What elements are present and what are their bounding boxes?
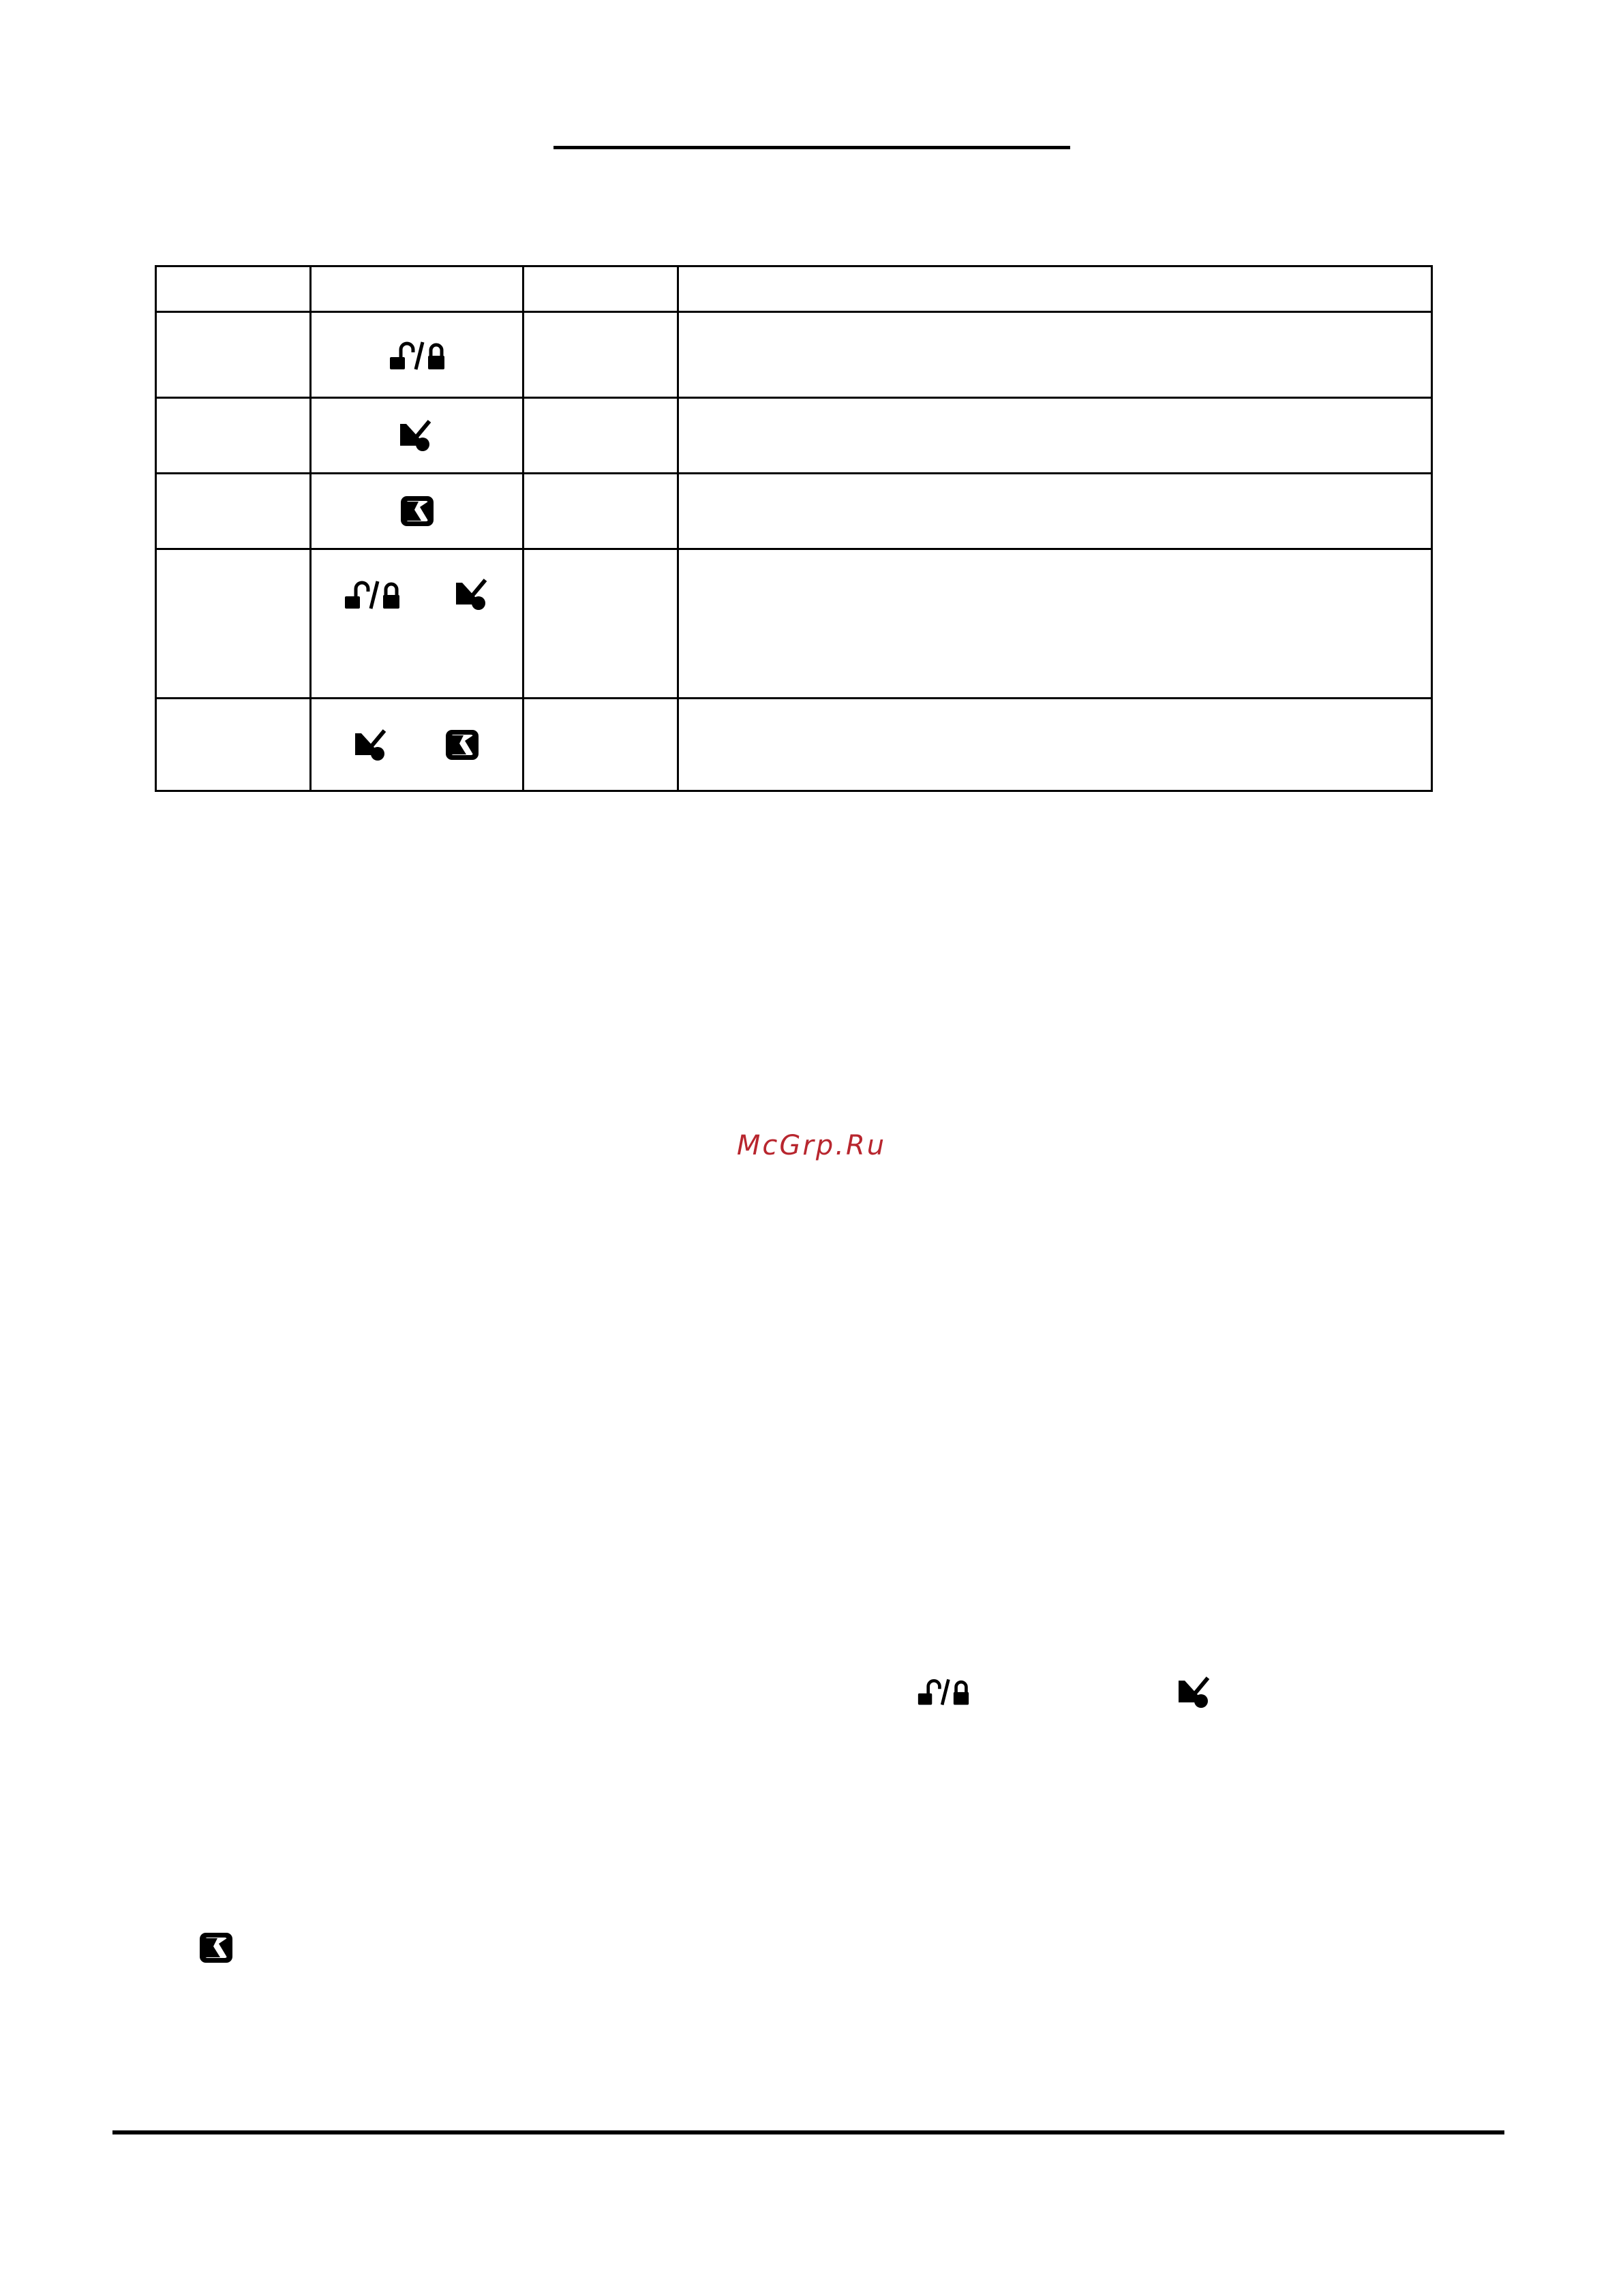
function-table bbox=[155, 265, 1433, 792]
table-cell bbox=[678, 474, 1432, 549]
table-cell bbox=[156, 398, 311, 474]
button-cell bbox=[311, 474, 524, 549]
title-underline bbox=[553, 146, 1070, 149]
button-cell bbox=[311, 699, 524, 791]
panic-icon bbox=[399, 495, 435, 527]
panic-icon bbox=[197, 1931, 235, 1964]
table-cell bbox=[524, 549, 678, 699]
table-cell bbox=[678, 699, 1432, 791]
table-cell bbox=[524, 398, 678, 474]
header-cell bbox=[678, 266, 1432, 312]
table-cell bbox=[678, 312, 1432, 398]
lock-unlock-icon bbox=[389, 339, 446, 371]
watermark: McGrp.Ru bbox=[736, 1130, 887, 1161]
trunk-release-icon bbox=[354, 728, 390, 762]
header-cell bbox=[311, 266, 524, 312]
trunk-release-icon bbox=[1178, 1675, 1213, 1709]
button-cell bbox=[311, 398, 524, 474]
header-cell bbox=[524, 266, 678, 312]
table-cell bbox=[156, 312, 311, 398]
lock-unlock-icon bbox=[917, 1677, 970, 1706]
table-cell bbox=[524, 312, 678, 398]
lock-unlock-icon bbox=[344, 579, 401, 610]
footer-rule bbox=[112, 2130, 1504, 2134]
table-cell bbox=[156, 474, 311, 549]
table-cell bbox=[156, 699, 311, 791]
trunk-release-icon bbox=[455, 577, 491, 611]
table-row bbox=[156, 312, 1432, 398]
table-row bbox=[156, 398, 1432, 474]
table-row bbox=[156, 549, 1432, 699]
table-row bbox=[156, 474, 1432, 549]
table-cell bbox=[156, 549, 311, 699]
table-cell bbox=[678, 549, 1432, 699]
table-cell bbox=[678, 398, 1432, 474]
header-cell bbox=[156, 266, 311, 312]
table-cell bbox=[524, 474, 678, 549]
table-cell bbox=[524, 699, 678, 791]
table-row bbox=[156, 699, 1432, 791]
button-cell bbox=[311, 312, 524, 398]
panic-icon bbox=[444, 729, 480, 761]
table-header-row bbox=[156, 266, 1432, 312]
trunk-release-icon bbox=[399, 418, 435, 453]
button-cell bbox=[311, 549, 524, 699]
